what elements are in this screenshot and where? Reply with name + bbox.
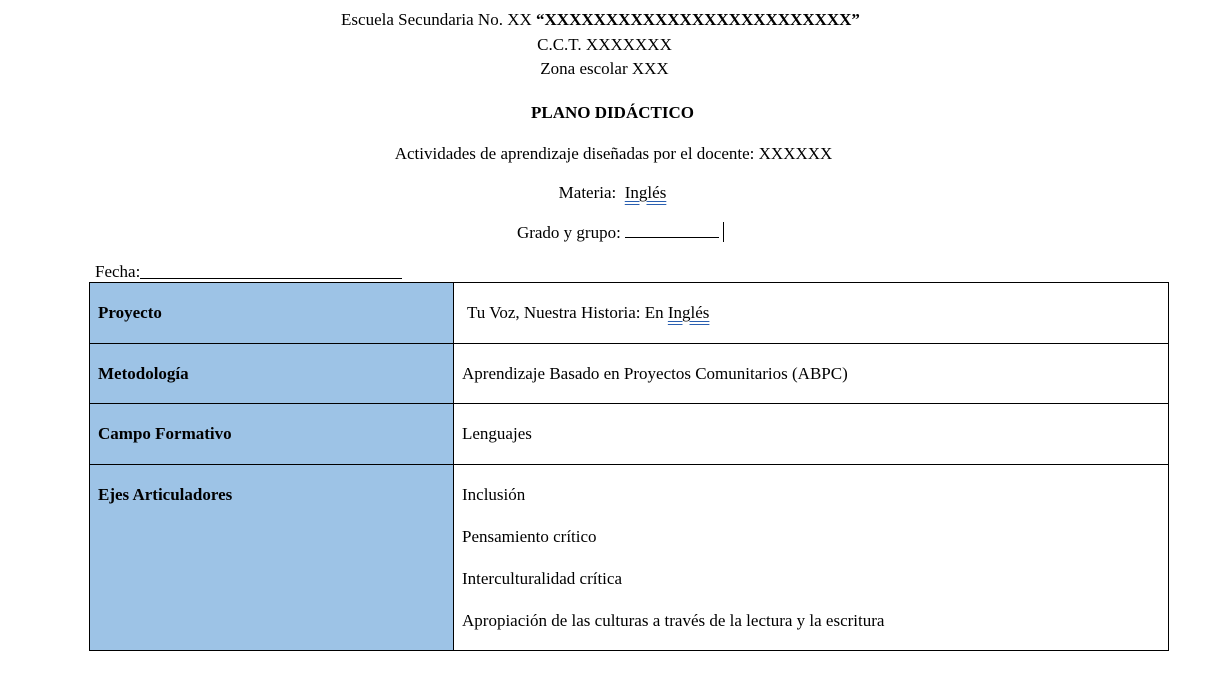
metodologia-value: Aprendizaje Basado en Proyectos Comunitarios (ABPC) [462,364,848,383]
text-cursor [723,222,724,242]
campo-label-cell [90,404,454,465]
proyecto-label-cell [90,283,454,344]
metodologia-label: Metodología [98,364,189,383]
school-line [0,10,1209,30]
eje-item: Inclusión [462,485,526,504]
materia-label: Materia: [558,183,617,202]
zona-line: Zona escolar XXX [540,59,669,78]
planning-table [89,282,1169,651]
school-name: “XXXXXXXXXXXXXXXXXXXXXXXXX” [536,10,860,29]
table-row [90,404,1169,465]
proyecto-prefix: Tu Voz, Nuestra Historia: En [467,303,668,322]
materia-line [4,183,1217,203]
table-row [90,283,1169,344]
table-row [90,465,1169,651]
activities-line: Actividades de aprendizaje diseñadas por el docente: XXXXXX [394,144,833,163]
campo-label: Campo Formativo [98,424,232,443]
eje-item: Interculturalidad crítica [462,569,622,588]
grado-label: Grado y grupo: [516,223,621,242]
eje-item: Pensamiento crítico [462,527,597,546]
fecha-line [95,261,402,282]
proyecto-value [462,283,1168,323]
grado-blank[interactable] [625,223,663,238]
cct-line: C.C.T. XXXXXXX [537,35,672,54]
eje-item: Apropiación de las culturas a través de la lectura y la escritura [462,611,885,630]
grado-line [12,222,1217,243]
fecha-blank[interactable] [140,261,402,279]
proyecto-value-cell[interactable] [454,283,1169,344]
campo-value: Lenguajes [462,424,532,443]
school-prefix: Escuela Secundaria No. XX [341,10,537,29]
campo-value-cell[interactable] [454,404,1169,465]
materia-value: Inglés [624,183,667,202]
metodologia-label-cell [90,344,454,404]
grupo-blank[interactable] [663,223,719,238]
table-row [90,344,1169,404]
ejes-label: Ejes Articuladores [98,485,233,504]
proyecto-label: Proyecto [98,303,162,322]
page-title: PLANO DIDÁCTICO [531,103,694,122]
metodologia-value-cell[interactable] [454,344,1169,404]
proyecto-lang: Inglés [667,303,710,322]
fecha-label: Fecha: [95,262,141,281]
ejes-label-cell [90,465,454,651]
ejes-value-cell[interactable] [454,465,1169,651]
